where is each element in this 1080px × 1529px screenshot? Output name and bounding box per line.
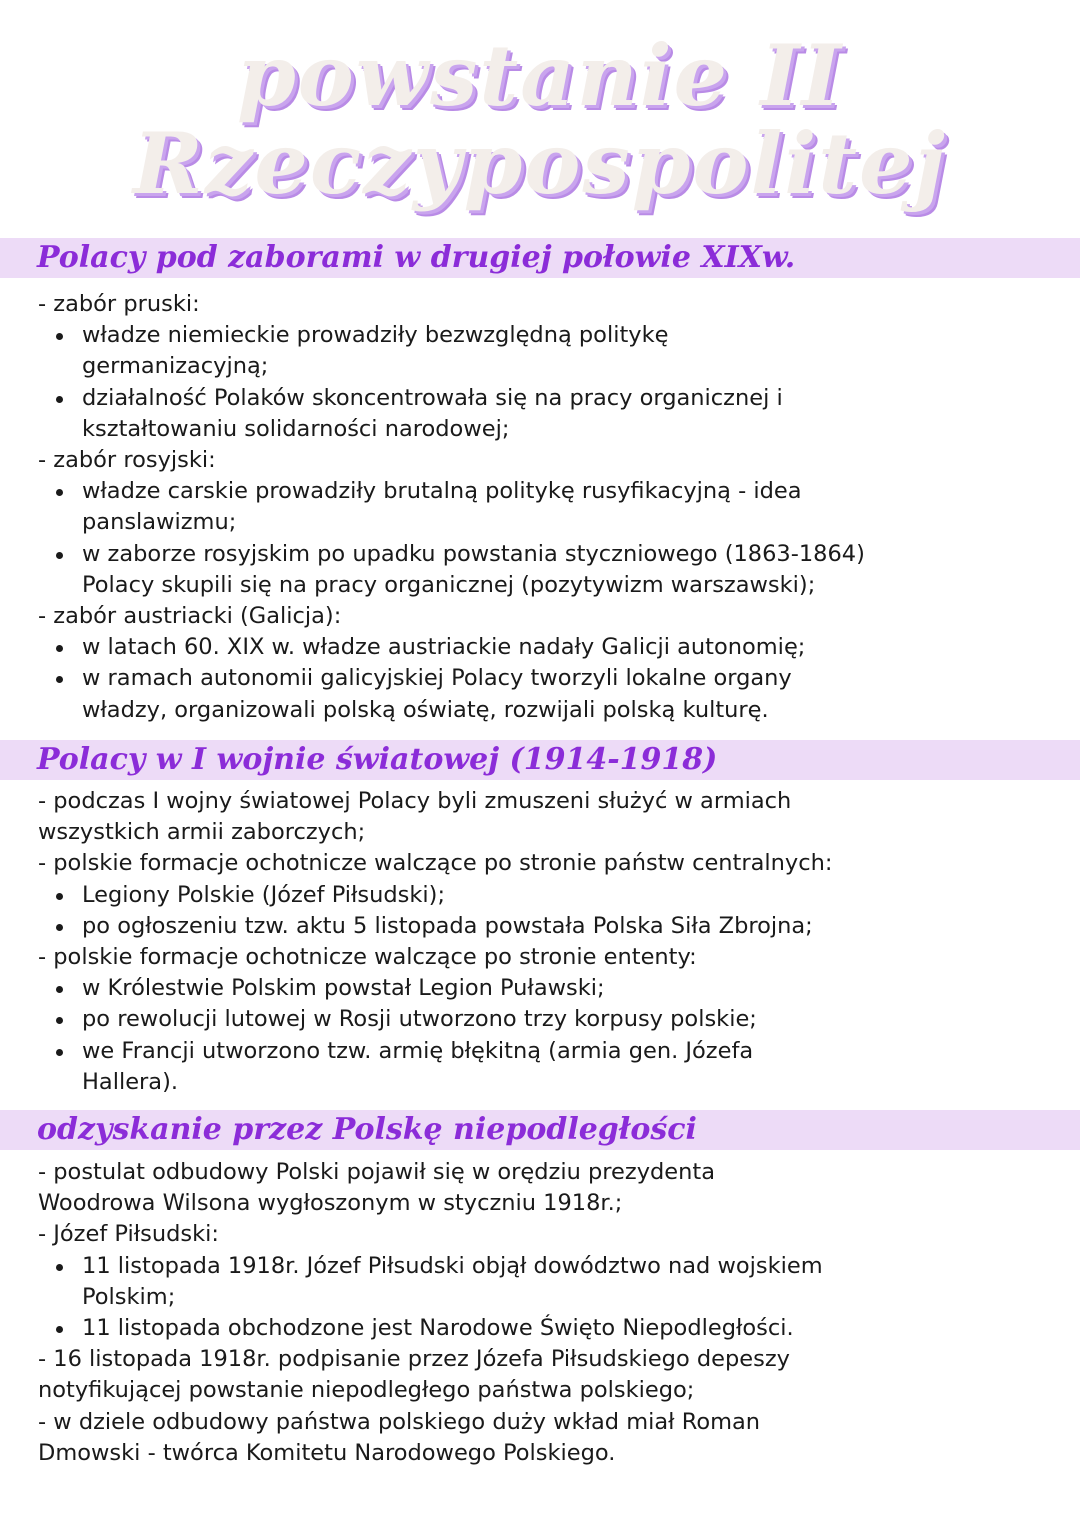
bullet-text: 11 listopada 1918r. Józef Piłsudski objął dowództwo nad wojskiem <box>82 1252 823 1279</box>
bullet-dot-icon <box>56 924 63 931</box>
section-3-heading: odzyskanie przez Polskę niepodległości <box>37 1112 697 1147</box>
bullet-dot-icon <box>56 1017 63 1024</box>
bullet-text: 11 listopada obchodzone jest Narodowe Święto Niepodległości. <box>82 1315 794 1342</box>
text-line: - zabór pruski: <box>38 291 200 317</box>
text-line: władzy, organizowali polską oświatę, rozwijali polską kulturę. <box>82 696 769 723</box>
bullet-dot-icon <box>56 893 63 900</box>
bullet-item <box>38 663 1068 694</box>
bullet-item <box>38 1251 1068 1282</box>
text-line: germanizacyjną; <box>82 353 269 380</box>
text-line: - 16 listopada 1918r. podpisanie przez Józefa Piłsudskiego depeszy <box>38 1346 790 1373</box>
bullet-dot-icon <box>56 676 63 683</box>
section-1-body <box>38 289 1068 726</box>
section-3-body <box>38 1157 1068 1469</box>
text-line: - postulat odbudowy Polski pojawił się w orędziu prezydenta <box>38 1159 716 1185</box>
text-line: - Józef Piłsudski: <box>38 1221 219 1248</box>
bullet-dot-icon <box>56 1049 63 1056</box>
section-2-heading: Polacy w I wojnie światowej (1914-1918) <box>37 742 718 777</box>
text-line: notyfikującej powstanie niepodległego państwa polskiego; <box>38 1377 695 1404</box>
text-line: - w dziele odbudowy państwa polskiego duży wkład miał Roman <box>38 1408 761 1435</box>
text-line: - polskie formacje ochotnicze walczące po stronie ententy: <box>38 944 697 971</box>
text-line: - zabór rosyjski: <box>38 447 216 474</box>
page-title-line-2: Rzeczypospolitej <box>133 114 947 213</box>
bullet-text: działalność Polaków skoncentrowała się na pracy organicznej i <box>82 384 783 411</box>
bullet-dot-icon <box>56 1326 63 1333</box>
section-1-heading: Polacy pod zaborami w drugiej połowie XIXw. <box>37 240 796 275</box>
page-title-line-1: powstanie II <box>237 26 843 125</box>
bullet-dot-icon <box>56 333 63 340</box>
bullet-text: w ramach autonomii galicyjskiej Polacy tworzyli lokalne organy <box>82 665 792 692</box>
bullet-item <box>38 539 1068 570</box>
text-line: kształtowaniu solidarności narodowej; <box>82 415 510 442</box>
text-line: - zabór austriacki (Galicja): <box>38 603 342 630</box>
text-line: panslawizmu; <box>82 509 237 536</box>
bullet-item <box>38 320 1068 351</box>
bullet-dot-icon <box>56 396 63 403</box>
bullet-item <box>38 880 1068 911</box>
bullet-text: w Królestwie Polskim powstał Legion Puławski; <box>82 975 605 1002</box>
bullet-item <box>38 1004 1068 1035</box>
bullet-dot-icon <box>56 552 63 559</box>
bullet-item <box>38 476 1068 507</box>
bullet-text: w zaborze rosyjskim po upadku powstania styczniowego (1863-1864) <box>82 540 865 567</box>
bullet-text: władze carskie prowadziły brutalną politykę rusyfikacyjną - idea <box>82 478 802 505</box>
bullet-item <box>38 911 1068 942</box>
bullet-dot-icon <box>56 1264 63 1271</box>
text-line: Polskim; <box>82 1283 176 1310</box>
bullet-item <box>38 1036 1068 1067</box>
text-line: Dmowski - twórca Komitetu Narodowego Polskiego. <box>38 1439 616 1466</box>
bullet-item <box>38 383 1068 414</box>
text-line: - podczas I wojny światowej Polacy byli zmuszeni służyć w armiach <box>38 788 792 814</box>
bullet-dot-icon <box>56 645 63 652</box>
text-line: - polskie formacje ochotnicze walczące po stronie państw centralnych: <box>38 850 833 877</box>
bullet-item <box>38 973 1068 1004</box>
text-line: Hallera). <box>82 1068 179 1095</box>
text-line: Woodrowa Wilsona wygłoszonym w styczniu 1918r.; <box>38 1190 623 1217</box>
bullet-text: władze niemieckie prowadziły bezwzględną politykę <box>82 322 669 349</box>
bullet-text: po rewolucji lutowej w Rosji utworzono trzy korpusy polskie; <box>82 1006 757 1033</box>
text-line: Polacy skupili się na pracy organicznej (pozytywizm warszawski); <box>82 571 816 598</box>
bullet-item <box>38 632 1068 663</box>
bullet-dot-icon <box>56 489 63 496</box>
bullet-text: po ogłoszeniu tzw. aktu 5 listopada powstała Polska Siła Zbrojna; <box>82 912 813 939</box>
section-2-body <box>38 786 1068 1098</box>
bullet-item <box>38 1313 1068 1344</box>
bullet-text: we Francji utworzono tzw. armię błękitną (armia gen. Józefa <box>82 1037 754 1064</box>
text-line: wszystkich armii zaborczych; <box>38 819 366 846</box>
bullet-dot-icon <box>56 986 63 993</box>
bullet-text: Legiony Polskie (Józef Piłsudski); <box>82 881 446 908</box>
bullet-text: w latach 60. XIX w. władze austriackie nadały Galicji autonomię; <box>82 634 806 661</box>
